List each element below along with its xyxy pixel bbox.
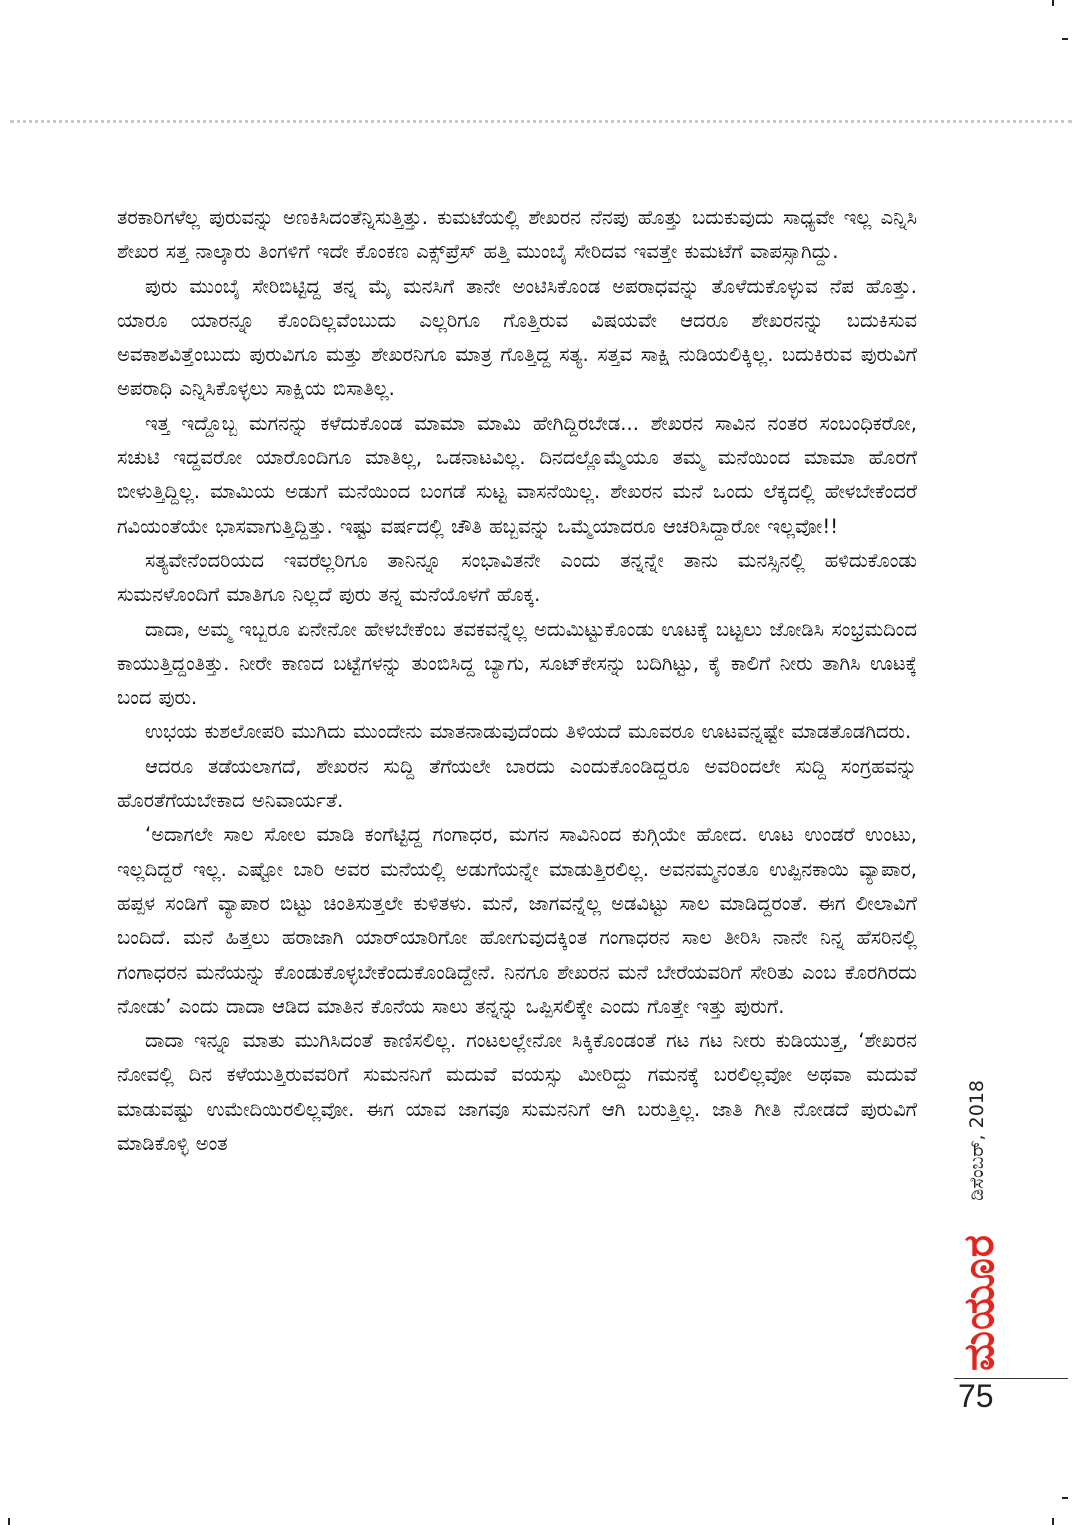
paragraph: ‘ಅದಾಗಲೇ ಸಾಲ ಸೋಲ ಮಾಡಿ ಕಂಗೆಟ್ಟಿದ್ದ ಗಂಗಾಧರ, ಮಗನ ಸಾವಿನಿಂದ ಕುಗ್ಗಿಯೇ ಹೋದ. ಊಟ ಉಂಡರೆ ಉಂಟು, ಇಲ್ಲದಿದ್ದರೆ ಇಲ್ಲ. ಎಷ್ಟೋ ಬಾರಿ ಅವರ ಮನೆಯಲ್ಲಿ ಅಡುಗೆಯನ್ನೇ ಮಾಡುತ್ತಿರಲಿಲ್ಲ. ಅವನಮ್ಮನಂತೂ ಉಪ್ಪಿನಕಾಯಿ ವ್ಯಾಪಾರ, ಹಪ್ಪಳ ಸಂಡಿಗೆ ವ್ಯಾಪಾರ ಬಿಟ್ಟು ಚಿಂತಿಸುತ್ತಲೇ ಕುಳಿತಳು. ಮನೆ, ಜಾಗವನ್ನೆಲ್ಲ ಅಡವಿಟ್ಟು ಸಾಲ ಮಾಡಿದ್ದರಂತೆ. ಈಗ ಲೀಲಾವಿಗೆ ಬಂದಿದೆ. ಮನೆ ಹಿತ್ತಲು ಹರಾಜಾಗಿ ಯಾರ್‌ಯಾರಿಗೋ ಹೋಗುವುದಕ್ಕಿಂತ ಗಂಗಾಧರನ ಸಾಲ ತೀರಿಸಿ ನಾನೇ ನಿನ್ನ ಹೆಸರಿನಲ್ಲಿ ಗಂಗಾಧರನ ಮನೆಯನ್ನು ಕೊಂಡುಕೊಳ್ಳಬೇಕೆಂದುಕೊಂಡಿದ್ದೇನೆ. ನಿನಗೂ ಶೇಖರನ ಮನೆ ಬೇರೆಯವರಿಗೆ ಸೇರಿತು ಎಂಬ ಕೊರಗಿರದು ನೋಡು’ ಎಂದು ದಾದಾ ಆಡಿದ ಮಾತಿನ ಕೊನೆಯ ಸಾಲು ತನ್ನನ್ನು ಒಪ್ಪಿಸಲಿಕ್ಕೇ ಎಂದು ಗೊತ್ತೇ ಇತ್ತು ಪುರುಗೆ. (117, 823, 917, 1018)
crop-mark (1052, 0, 1054, 6)
paragraph: ಇತ್ತ ಇದ್ದೊಬ್ಬ ಮಗನನ್ನು ಕಳೆದುಕೊಂಡ ಮಾಮಾ ಮಾಮಿ ಹೇಗಿದ್ದಿರಬೇಡ... ಶೇಖರನ ಸಾವಿನ ನಂತರ ಸಂಬಂಧಿಕರೋ, ಸಚುಟಿ ಇದ್ದವರೋ ಯಾರೊಂದಿಗೂ ಮಾತಿಲ್ಲ, ಒಡನಾಟವಿಲ್ಲ. ದಿನದಲ್ಲೊಮ್ಮೆಯೂ ತಮ್ಮ ಮನೆಯಿಂದ ಮಾಮಾ ಹೊರಗೆ ಬೀಳುತ್ತಿದ್ದಿಲ್ಲ. ಮಾಮಿಯ ಅಡುಗೆ ಮನೆಯಿಂದ ಬಂಗಡೆ ಸುಟ್ಟ ವಾಸನೆಯಿಲ್ಲ. ಶೇಖರನ ಮನೆ ಒಂದು ಲೆಕ್ಕದಲ್ಲಿ ಹೇಳಬೇಕೆಂದರೆ ಗವಿಯಂತೆಯೇ ಭಾಸವಾಗುತ್ತಿದ್ದಿತ್ತು. ಇಷ್ಟು ವರ್ಷದಲ್ಲಿ ಚೌತಿ ಹಬ್ಬವನ್ನು ಒಮ್ಮೆಯಾದರೂ ಆಚರಿಸಿದ್ದಾರೋ ಇಲ್ಲವೋ!! (117, 411, 917, 538)
paragraph: ದಾದಾ, ಅಮ್ಮ ಇಬ್ಬರೂ ಏನೇನೋ ಹೇಳಬೇಕೆಂಬ ತವಕವನ್ನೆಲ್ಲ ಅದುಮಿಟ್ಟುಕೊಂಡು ಊಟಕ್ಕೆ ಬಟ್ಟಲು ಜೋಡಿಸಿ ಸಂಭ್ರಮದಿಂದ ಕಾಯುತ್ತಿದ್ದಂತಿತ್ತು. ನೀರೇ ಕಾಣದ ಬಟ್ಟೆಗಳನ್ನು ತುಂಬಿಸಿದ್ದ ಬ್ಯಾಗು, ಸೂಟ್‌ಕೇಸನ್ನು ಬದಿಗಿಟ್ಟು, ಕೈ ಕಾಲಿಗೆ ನೀರು ತಾಗಿಸಿ ಊಟಕ್ಕೆ ಬಂದ ಪುರು. (117, 617, 917, 710)
paragraph: ಸತ್ಯವೇನೆಂದರಿಯದ ಇವರೆಲ್ಲರಿಗೂ ತಾನಿನ್ನೂ ಸಂಭಾವಿತನೇ ಎಂದು ತನ್ನನ್ನೇ ತಾನು ಮನಸ್ಸಿನಲ್ಲಿ ಹಳಿದುಕೊಂಡು ಸುಮನಳೊಂದಿಗೆ ಮಾತಿಗೂ ನಿಲ್ಲದೆ ಪುರು ತನ್ನ ಮನೆಯೊಳಗೆ ಹೊಕ್ಕ. (117, 548, 917, 607)
issue-date (962, 1060, 992, 1220)
crop-mark (8, 1518, 10, 1525)
crop-mark (1062, 1497, 1068, 1499)
crop-mark (1062, 38, 1068, 40)
paragraph: ಆದರೂ ತಡೆಯಲಾಗದೆ, ಶೇಖರನ ಸುದ್ದಿ ತೆಗೆಯಲೇ ಬಾರದು ಎಂದುಕೊಂಡಿದ್ದರೂ ಅವರಿಂದಲೇ ಸುದ್ದಿ ಸಂಗ್ರಹವನ್ನು ಹೊರತೆಗೆಯಬೇಕಾದ ಅನಿವಾರ್ಯತೆ. (117, 754, 917, 813)
crop-mark (1052, 1518, 1054, 1525)
magazine-logo (955, 1232, 1001, 1372)
header-dotted-rule (10, 120, 1072, 123)
paragraph: ತರಕಾರಿಗಳೆಲ್ಲ ಪುರುವನ್ನು ಅಣಕಿಸಿದಂತೆನ್ನಿಸುತ್ತಿತ್ತು. ಕುಮಟೆಯಲ್ಲಿ ಶೇಖರನ ನೆನಪು ಹೊತ್ತು ಬದುಕುವುದು ಸಾಧ್ಯವೇ ಇಲ್ಲ ಎನ್ನಿಸಿ ಶೇಖರ ಸತ್ತ ನಾಲ್ಕಾರು ತಿಂಗಳಿಗೆ ಇದೇ ಕೊಂಕಣ ಎಕ್ಸ್‌ಪ್ರೆಸ್ ಹತ್ತಿ ಮುಂಬೈ ಸೇರಿದವ ಇವತ್ತೇ ಕುಮಟೆಗೆ ವಾಪಸ್ಸಾಗಿದ್ದು. (117, 206, 917, 264)
page-number: 75 (958, 1378, 994, 1414)
paragraph: ಪುರು ಮುಂಬೈ ಸೇರಿಬಿಟ್ಟಿದ್ದ ತನ್ನ ಮೈ ಮನಸಿಗೆ ತಾನೇ ಅಂಟಿಸಿಕೊಂಡ ಅಪರಾಧವನ್ನು ತೊಳೆದುಕೊಳ್ಳುವ ನೆಪ ಹೊತ್ತು. ಯಾರೂ ಯಾರನ್ನೂ ಕೊಂದಿಲ್ಲವೆಂಬುದು ಎಲ್ಲರಿಗೂ ಗೊತ್ತಿರುವ ವಿಷಯವೇ ಆದರೂ ಶೇಖರನನ್ನು ಬದುಕಿಸುವ ಅವಕಾಶವಿತ್ತೆಂಬುದು ಪುರುವಿಗೂ ಮತ್ತು ಶೇಖರನಿಗೂ ಮಾತ್ರ ಗೊತ್ತಿದ್ದ ಸತ್ಯ. ಸತ್ತವ ಸಾಕ್ಷಿ ನುಡಿಯಲಿಕ್ಕಿಲ್ಲ. ಬದುಕಿರುವ ಪುರುವಿಗೆ ಅಪರಾಧಿ ಎನ್ನಿಸಿಕೊಳ್ಳಲು ಸಾಕ್ಷಿಯ ಬಿಸಾತಿಲ್ಲ. (117, 274, 917, 401)
magazine-logo-text: ಮಯೂರ (953, 1233, 1003, 1371)
issue-date-text: ಡಿಸೆಂಬರ್, 2018 (966, 1079, 988, 1201)
paragraph: ಉಭಯ ಕುಶಲೋಪರಿ ಮುಗಿದು ಮುಂದೇನು ಮಾತನಾಡುವುದೆಂದು ತಿಳಿಯದೆ ಮೂವರೂ ಊಟವನ್ನಷ್ಟೇ ಮಾಡತೊಡಗಿದರು. (145, 720, 912, 744)
paragraph: ದಾದಾ ಇನ್ನೂ ಮಾತು ಮುಗಿಸಿದಂತೆ ಕಾಣಿಸಲಿಲ್ಲ. ಗಂಟಲಲ್ಲೇನೋ ಸಿಕ್ಕಿಕೊಂಡಂತೆ ಗಟ ಗಟ ನೀರು ಕುಡಿಯುತ್ತ, ‘ಶೇಖರನ ನೋವಲ್ಲಿ ದಿನ ಕಳೆಯುತ್ತಿರುವವರಿಗೆ ಸುಮನನಿಗೆ ಮದುವೆ ವಯಸ್ಸು ಮೀರಿದ್ದು ಗಮನಕ್ಕೆ ಬರಲಿಲ್ಲವೋ ಅಥವಾ ಮದುವೆ ಮಾಡುವಷ್ಟು ಉಮೇದಿಯಿರಲಿಲ್ಲವೋ. ಈಗ ಯಾವ ಜಾಗವೂ ಸುಮನನಿಗೆ ಆಗಿ ಬರುತ್ತಿಲ್ಲ. ಜಾತಿ ಗೀತಿ ನೋಡದೆ ಪುರುವಿಗೆ ಮಾಡಿಕೊಳ್ಳಿ ಅಂತ (117, 1029, 917, 1156)
article-body (117, 201, 917, 1161)
